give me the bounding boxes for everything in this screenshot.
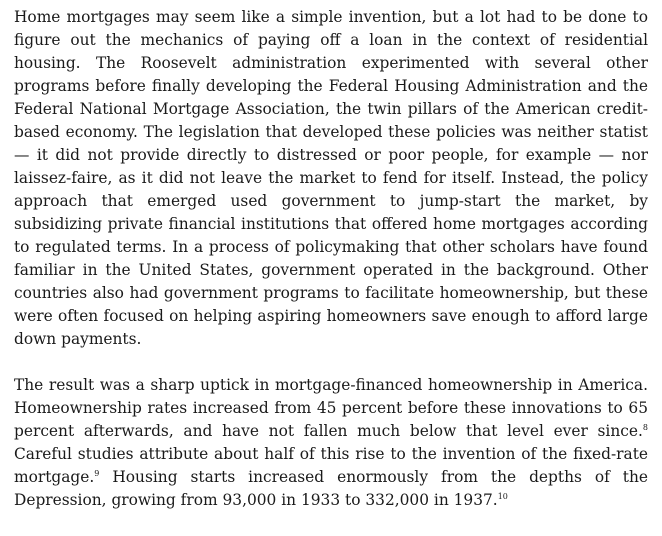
paragraph-2-text-3: Housing starts increased enormously from the depths of the Depression, growing from 93,000 in 1933 to 332,000 in 1937. (14, 468, 648, 509)
footnote-ref-9[interactable]: 9 (94, 468, 100, 478)
paragraph-2-text-1: The result was a sharp uptick in mortgage-financed homeownership in America. Homeownership rates increased from 45 percent before these innovations to 65 percent afterwards, and have not fallen much below that level ever since. (14, 376, 648, 440)
footnote-ref-10[interactable]: 10 (497, 491, 508, 501)
paragraph-2 (14, 374, 648, 512)
paragraph-2-text-2: Careful studies attribute about half of this rise to the invention of the fixed-rate mortgage. (14, 445, 648, 486)
footnote-ref-8[interactable]: 8 (642, 422, 648, 432)
paragraph-1: Home mortgages may seem like a simple invention, but a lot had to be done to figure out the mechanics of paying off a loan in the context of residential housing. The Roosevelt administration experimented with several other programs before finally developing the Federal Housing Administration and the Federal National Mortgage Association, the twin pillars of the American credit-based economy. The legislation that developed these policies was neither statist — it did not provide directly to distressed or poor people, for example — nor laissez-faire, as it did not leave the market to fend for itself. Instead, the policy approach that emerged used government to jump-start the market, by subsidizing private financial institutions that offered home mortgages according to regulated terms. In a process of policymaking that other scholars have found familiar in the United States, government operated in the background. Other countries also had government programs to facilitate homeownership, but these were often focused on helping aspiring homeowners save enough to afford large down payments. (14, 8, 648, 348)
article-body (14, 6, 648, 535)
